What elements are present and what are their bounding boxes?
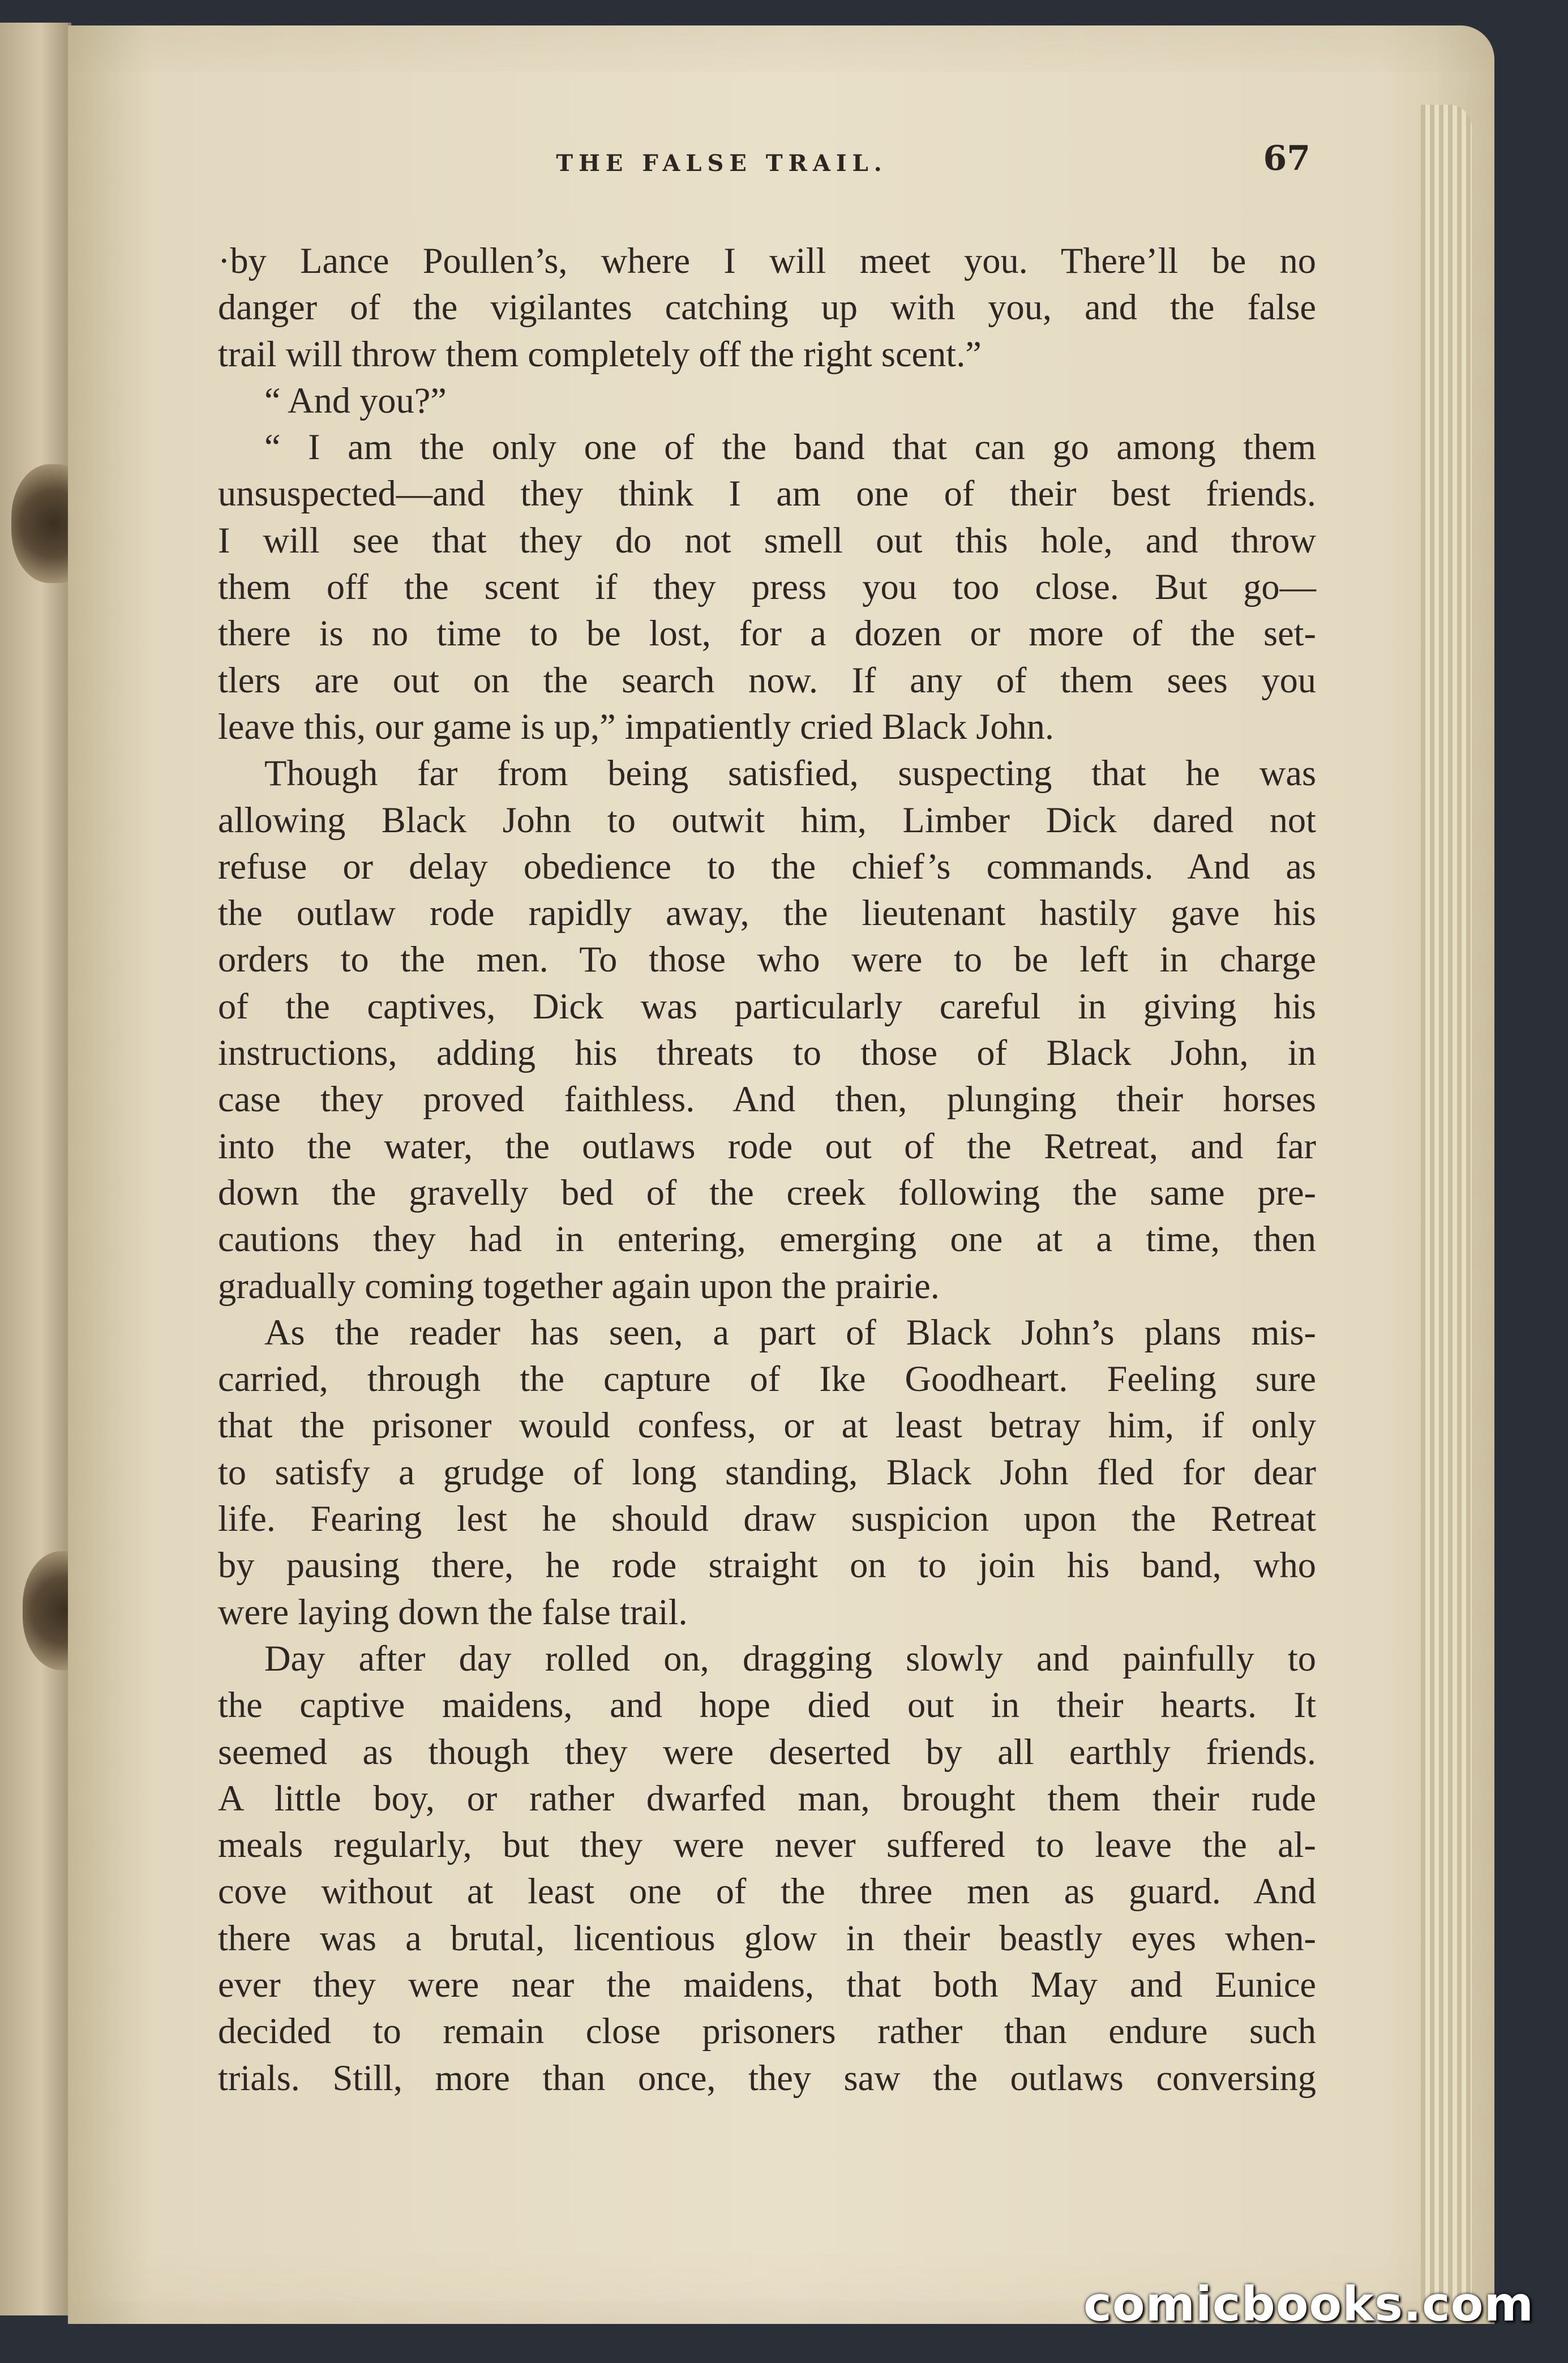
- text-line: I will see that they do not smell out this hole, and throw: [218, 520, 1316, 560]
- text-line: Day after day rolled on, dragging slowly and painfully to: [264, 1638, 1316, 1679]
- text-line: trials. Still, more than once, they saw the outlaws conversing: [218, 2057, 1316, 2098]
- text-line: by pausing there, he rode straight on to join his band, who: [218, 1545, 1316, 1586]
- text-line: allowing Black John to outwit him, Limber Dick dared not: [218, 799, 1316, 840]
- text-line: ·by Lance Poullen’s, where I will meet you. There’ll be no: [218, 241, 1316, 281]
- text-line: tlers are out on the search now. If any of them sees you: [218, 660, 1316, 700]
- text-line: “ I am the only one of the band that can go among them: [264, 427, 1316, 468]
- page-stack-edges: [1421, 105, 1472, 2313]
- page-header: [144, 127, 1310, 190]
- text-line: of the captives, Dick was particularly careful in giving his: [218, 986, 1316, 1026]
- text-line: As the reader has seen, a part of Black John’s plans mis-: [264, 1312, 1316, 1352]
- text-line: into the water, the outlaws rode out of the Retreat, and far: [218, 1125, 1316, 1166]
- page-number: 67: [1263, 139, 1310, 178]
- watermark: comicbooks.com: [1083, 2276, 1534, 2332]
- text-line: seemed as though they were deserted by all earthly friends.: [218, 1731, 1316, 1772]
- text-line: there is no time to be lost, for a dozen or more of the set-: [218, 613, 1316, 654]
- text-line: the outlaw rode rapidly away, the lieutenant hastily gave his: [218, 893, 1316, 934]
- text-line: were laying down the false trail.: [218, 1591, 688, 1632]
- text-line: that the prisoner would confess, or at least betray him, if only: [218, 1405, 1316, 1446]
- text-line: them off the scent if they press you too close. But go—: [218, 567, 1316, 607]
- text-line: carried, through the capture of Ike Goodheart. Feeling sure: [218, 1359, 1316, 1399]
- text-line: Though far from being satisfied, suspecting that he was: [264, 753, 1316, 794]
- text-line: orders to the men. To those who were to be left in charge: [218, 939, 1316, 980]
- text-line: danger of the vigilantes catching up with you, and the false: [218, 287, 1316, 328]
- text-line: ever they were near the maidens, that both May and Eunice: [218, 1964, 1316, 2005]
- text-line: case they proved faithless. And then, plunging their horses: [218, 1079, 1316, 1120]
- text-line: cove without at least one of the three men as guard. And: [218, 1871, 1316, 1912]
- text-line: “ And you?”: [264, 380, 447, 421]
- text-line: cautions they had in entering, emerging one at a time, then: [218, 1219, 1316, 1260]
- text-line: gradually coming together again upon the prairie.: [218, 1265, 940, 1306]
- text-line: meals regularly, but they were never suffered to leave the al-: [218, 1825, 1316, 1865]
- text-line: the captive maidens, and hope died out in their hearts. It: [218, 1685, 1316, 1726]
- text-line: leave this, our game is up,” impatiently cried Black John.: [218, 706, 1055, 747]
- text-line: decided to remain close prisoners rather than endure such: [218, 2011, 1316, 2052]
- text-line: there was a brutal, licentious glow in their beastly eyes when-: [218, 1917, 1316, 1958]
- body-text: [218, 238, 1316, 2101]
- text-line: to satisfy a grudge of long standing, Black John fled for dear: [218, 1452, 1316, 1492]
- text-line: unsuspected—and they think I am one of their best friends.: [218, 473, 1316, 514]
- running-head: THE FALSE TRAIL.: [556, 150, 888, 177]
- text-line: A little boy, or rather dwarfed man, brought them their rude: [218, 1778, 1316, 1818]
- text-line: trail will throw them completely off the right scent.”: [218, 333, 982, 374]
- text-line: refuse or delay obedience to the chief’s commands. And as: [218, 846, 1316, 887]
- text-line: instructions, adding his threats to those of Black John, in: [218, 1033, 1316, 1073]
- text-line: down the gravelly bed of the creek following the same pre-: [218, 1172, 1316, 1213]
- text-line: life. Fearing lest he should draw suspicion upon the Retreat: [218, 1499, 1316, 1539]
- facing-page-edge: [0, 23, 71, 2315]
